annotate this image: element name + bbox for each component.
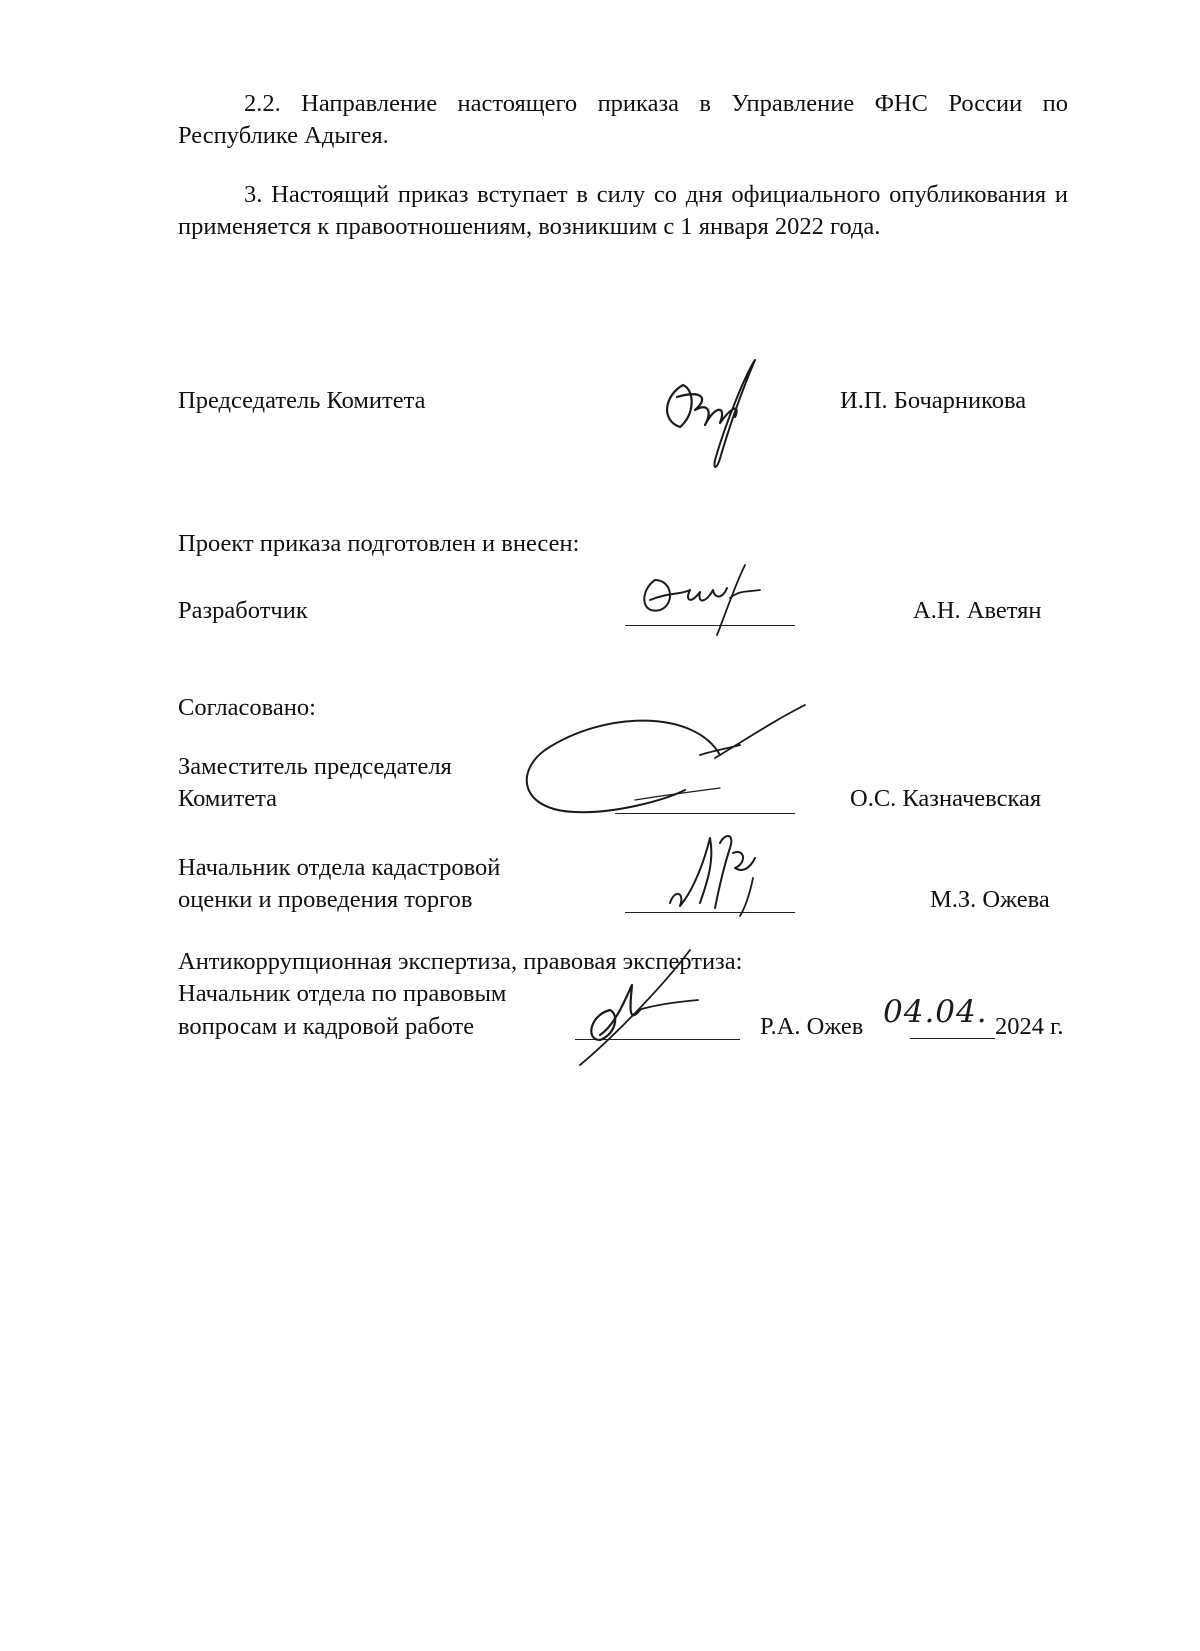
- paragraph-3: 3. Настоящий приказ вступает в силу со дня официального опубликования и применяется к правоотношениям, возникшим с 1 января 2022 года.: [178, 181, 1068, 240]
- prepared-heading: Проект приказа подготовлен и внесен:: [178, 530, 580, 557]
- deputy-title-line1: Заместитель председателя: [178, 753, 452, 780]
- developer-role: Разработчик: [178, 597, 308, 624]
- expertise-heading: Антикоррупционная экспертиза, правовая экспертиза:: [178, 948, 743, 975]
- developer-name: А.Н. Аветян: [913, 597, 1042, 624]
- expertise-role-line1: Начальник отдела по правовым: [178, 980, 507, 1007]
- deputy-title-line2: Комитета: [178, 785, 277, 812]
- deputy-name: О.С. Казначевская: [850, 785, 1042, 812]
- deputy-signature: [515, 700, 815, 820]
- paragraph-2-2: 2.2. Направление настоящего приказа в Управление ФНС России по Республике Адыгея.: [178, 90, 1068, 149]
- chairman-title: Председатель Комитета: [178, 387, 426, 414]
- agreed-heading: Согласовано:: [178, 694, 316, 721]
- chairman-name: И.П. Бочарникова: [840, 387, 1027, 414]
- head-title-line2: оценки и проведения торгов: [178, 886, 473, 913]
- head-name: М.З. Ожева: [930, 886, 1050, 913]
- developer-signature: [635, 560, 775, 640]
- date-year: 2024 г.: [995, 1013, 1064, 1040]
- expertise-role-line2: вопросам и кадровой работе: [178, 1013, 475, 1040]
- date-line: [910, 1038, 995, 1039]
- head-title-line1: Начальник отдела кадастровой: [178, 854, 501, 881]
- expertise-name: Р.А. Ожев: [760, 1013, 864, 1040]
- expertise-signature: [570, 940, 720, 1070]
- head-signature: [665, 828, 785, 918]
- handwritten-date: 04.04.: [883, 994, 988, 1030]
- chairman-signature: [655, 355, 775, 480]
